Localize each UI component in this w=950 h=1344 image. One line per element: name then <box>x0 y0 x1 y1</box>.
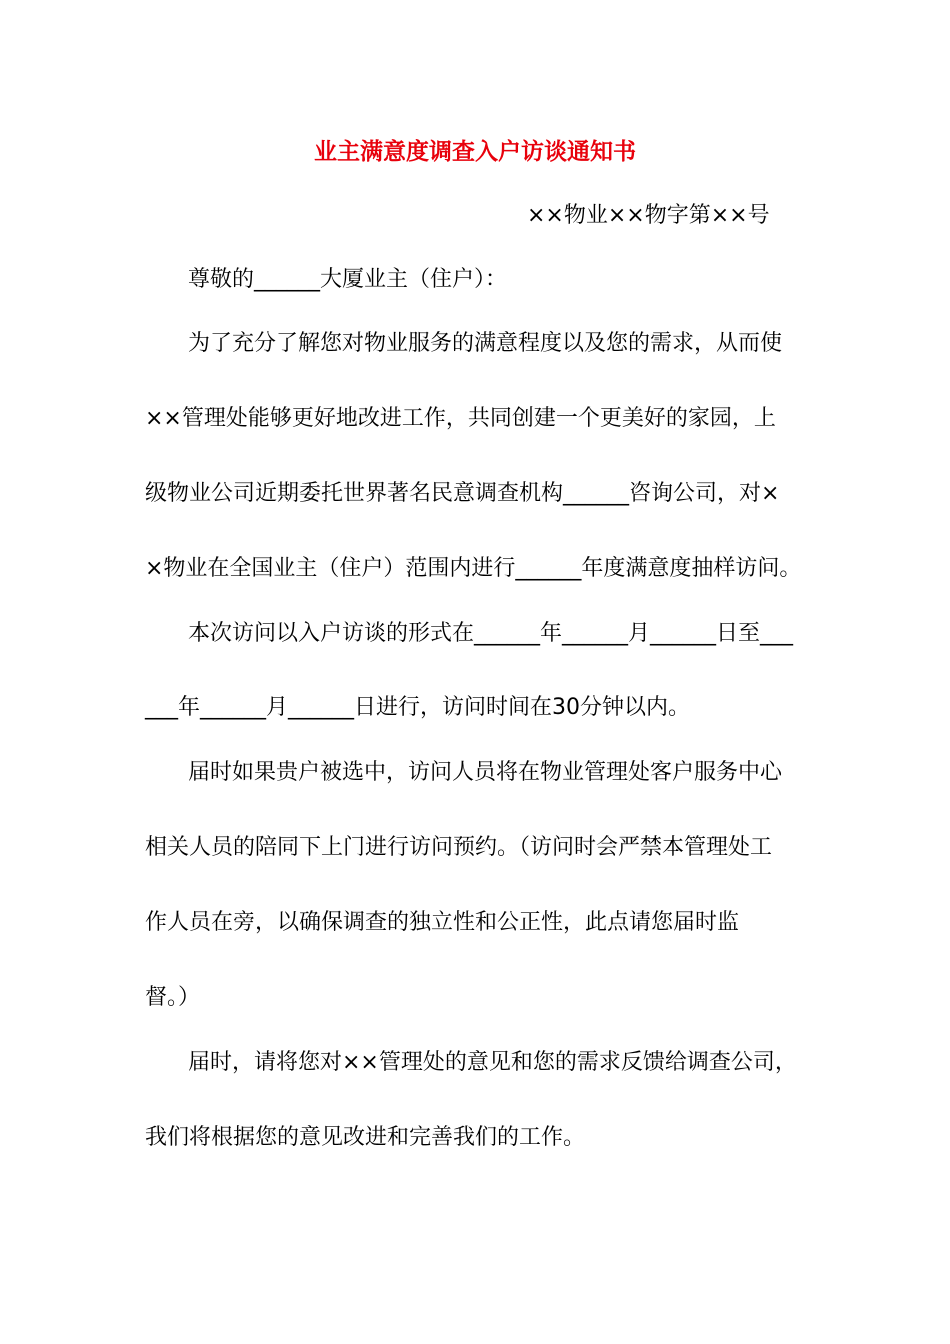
reference-number: ××物业××物字第××号 <box>527 203 770 228</box>
paragraph-3-line-4: 督。） <box>145 985 201 1010</box>
paragraph-2-line-1: 本次访问以入户访谈的形式在______年______月______日至___ <box>188 621 794 646</box>
paragraph-1-line-3: 级物业公司近期委托世界著名民意调查机构______咨询公司，对× <box>145 481 780 506</box>
document-title: 业主满意度调查入户访谈通知书 <box>314 139 636 165</box>
paragraph-1-line-2: ××管理处能够更好地改进工作，共同创建一个更美好的家园，上 <box>145 406 776 431</box>
paragraph-4-line-1: 届时，请将您对××管理处的意见和您的需求反馈给调查公司， <box>188 1050 797 1075</box>
salutation: 尊敬的______大厦业主（住户）： <box>188 267 508 292</box>
paragraph-3-line-3: 作人员在旁，以确保调查的独立性和公正性，此点请您届时监 <box>145 910 740 935</box>
paragraph-1-line-4: ×物业在全国业主（住户）范围内进行______年度满意度抽样访问。 <box>145 556 802 581</box>
paragraph-2-line-2: ___年______月______日进行，访问时间在30分钟以内。 <box>145 695 690 720</box>
paragraph-4-line-2: 我们将根据您的意见改进和完善我们的工作。 <box>145 1125 586 1150</box>
paragraph-3-line-2: 相关人员的陪同下上门进行访问预约。（访问时会严禁本管理处工 <box>145 835 773 860</box>
paragraph-3-line-1: 届时如果贵户被选中，访问人员将在物业管理处客户服务中心 <box>188 760 783 785</box>
paragraph-1-line-1: 为了充分了解您对物业服务的满意程度以及您的需求，从而使 <box>188 331 783 356</box>
